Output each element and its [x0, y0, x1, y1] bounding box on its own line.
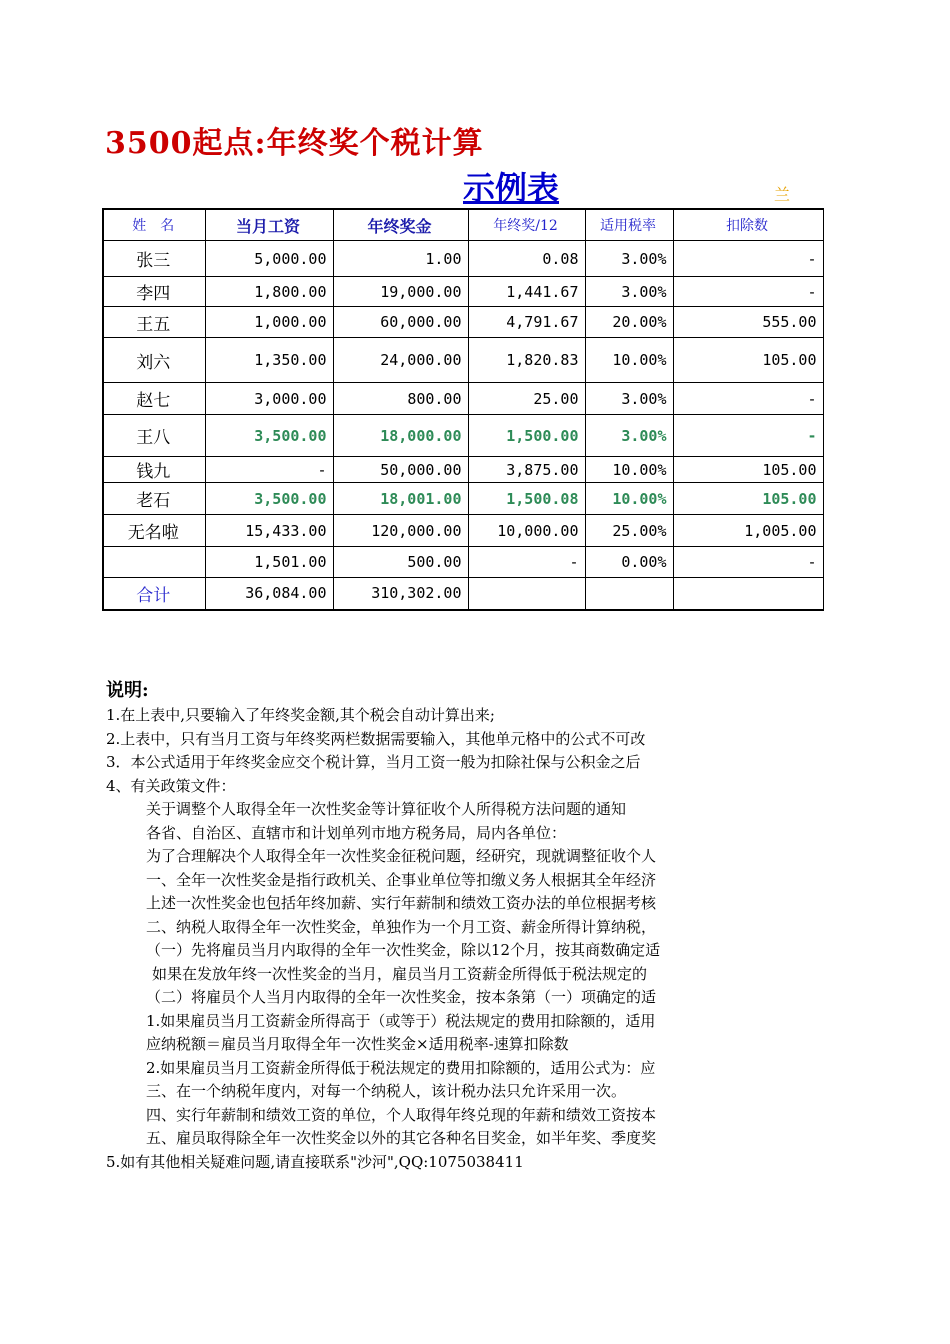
cell-bonus[interactable]: 18,000.00	[333, 415, 468, 457]
cell-total-monthly[interactable]	[468, 578, 585, 610]
cell-bonus[interactable]: 500.00	[333, 547, 468, 578]
cell-deduction[interactable]: -	[673, 277, 823, 307]
header-monthly: 年终奖/12	[468, 209, 585, 241]
policy-line: 二、纳税人取得全年一次性奖金，单独作为一个月工资、薪金所得计算纳税，	[146, 917, 657, 936]
cell-name[interactable]: 赵七	[103, 383, 205, 415]
table-row	[103, 383, 823, 415]
cell-rate[interactable]: 20.00%	[585, 307, 673, 338]
cell-rate[interactable]: 25.00%	[585, 515, 673, 547]
cell-name[interactable]: 老石	[103, 483, 205, 515]
policy-line: 各省、自治区、直辖市和计划单列市地方税务局，局内各单位：	[146, 823, 567, 842]
tax-table-container	[102, 208, 817, 611]
cell-name[interactable]: 张三	[103, 241, 205, 277]
cell-deduction[interactable]: -	[673, 547, 823, 578]
cell-deduction[interactable]: 105.00	[673, 457, 823, 483]
policy-line: 一、全年一次性奖金是指行政机关、企事业单位等扣缴义务人根据其全年经济	[146, 870, 657, 889]
table-row	[103, 547, 823, 578]
policy-line: 为了合理解决个人取得全年一次性奖金征税问题，经研究，现就调整征收个人	[146, 847, 657, 865]
cell-deduction[interactable]: -	[673, 415, 823, 457]
cell-monthly[interactable]: 0.08	[468, 241, 585, 277]
cell-total-rate[interactable]	[585, 578, 673, 610]
header-deduction: 扣除数	[673, 209, 823, 241]
table-row	[103, 307, 823, 338]
cell-name[interactable]: 钱九	[103, 457, 205, 483]
table-row	[103, 241, 823, 277]
cell-salary[interactable]: 5,000.00	[205, 241, 333, 277]
cell-deduction[interactable]: 555.00	[673, 307, 823, 338]
policy-line: 五、雇员取得除全年一次性奖金以外的其它各种名目奖金，如半年奖、季度奖	[146, 1129, 657, 1147]
notes-heading: 说明:	[106, 680, 149, 701]
tax-table	[102, 208, 824, 611]
table-total-row	[103, 578, 823, 610]
cell-total-label[interactable]: 合计	[103, 578, 205, 610]
policy-line: 关于调整个人取得全年一次性奖金等计算征收个人所得税方法问题的通知	[146, 800, 627, 818]
cell-salary[interactable]: 3,500.00	[205, 415, 333, 457]
cell-name[interactable]: 无名啦	[103, 515, 205, 547]
cell-monthly[interactable]: 10,000.00	[468, 515, 585, 547]
cell-monthly[interactable]: 1,441.67	[468, 277, 585, 307]
cell-deduction[interactable]: -	[673, 241, 823, 277]
policy-line: 1.如果雇员当月工资薪金所得高于（或等于）税法规定的费用扣除额的，适用	[146, 1011, 656, 1030]
cell-bonus[interactable]: 800.00	[333, 383, 468, 415]
cell-monthly[interactable]: 1,820.83	[468, 338, 585, 383]
cell-name[interactable]: 王五	[103, 307, 205, 338]
cell-deduction[interactable]: 105.00	[673, 338, 823, 383]
cell-rate[interactable]: 0.00%	[585, 547, 673, 578]
cell-rate[interactable]: 3.00%	[585, 277, 673, 307]
note-line: 1.在上表中,只要输入了年终奖金额,其个税会自动计算出来;	[106, 706, 495, 724]
policy-line: （二）将雇员个人当月内取得的全年一次性奖金，按本条第（一）项确定的适	[146, 988, 657, 1006]
clipped-title-fragment: 兰	[774, 185, 791, 204]
header-salary: 当月工资	[205, 209, 333, 241]
table-row	[103, 457, 823, 483]
cell-salary[interactable]: 1,501.00	[205, 547, 333, 578]
cell-name[interactable]: 刘六	[103, 338, 205, 383]
header-name: 姓 名	[103, 209, 205, 241]
cell-salary[interactable]: 1,000.00	[205, 307, 333, 338]
cell-salary[interactable]: 3,000.00	[205, 383, 333, 415]
cell-bonus[interactable]: 50,000.00	[333, 457, 468, 483]
cell-rate[interactable]: 10.00%	[585, 457, 673, 483]
cell-total-salary[interactable]: 36,084.00	[205, 578, 333, 610]
cell-salary[interactable]: 3,500.00	[205, 483, 333, 515]
policy-line: 四、实行年薪制和绩效工资的单位，个人取得年终兑现的年薪和绩效工资按本	[146, 1105, 657, 1124]
table-row	[103, 338, 823, 383]
policy-line: 应纳税额＝雇员当月取得全年一次性奖金×适用税率-速算扣除数	[146, 1035, 569, 1053]
note-line: 2.上表中，只有当月工资与年终奖两栏数据需要输入，其他单元格中的公式不可改	[106, 729, 646, 748]
cell-monthly[interactable]: 1,500.00	[468, 415, 585, 457]
cell-bonus[interactable]: 18,001.00	[333, 483, 468, 515]
cell-rate[interactable]: 10.00%	[585, 338, 673, 383]
cell-salary[interactable]: 1,800.00	[205, 277, 333, 307]
policy-line: 三、在一个纳税年度内，对每一个纳税人，该计税办法只允许采用一次。	[146, 1082, 627, 1100]
policy-line: （一）先将雇员当月内取得的全年一次性奖金，除以12个月，按其商数确定适	[146, 941, 661, 959]
table-row	[103, 515, 823, 547]
cell-rate[interactable]: 10.00%	[585, 483, 673, 515]
cell-bonus[interactable]: 24,000.00	[333, 338, 468, 383]
note-line: 3．本公式适用于年终奖金应交个税计算，当月工资一般为扣除社保与公积金之后	[106, 753, 641, 771]
cell-monthly[interactable]: 3,875.00	[468, 457, 585, 483]
cell-bonus[interactable]: 19,000.00	[333, 277, 468, 307]
cell-deduction[interactable]: -	[673, 383, 823, 415]
table-row	[103, 415, 823, 457]
cell-salary[interactable]: 1,350.00	[205, 338, 333, 383]
cell-deduction[interactable]: 105.00	[673, 483, 823, 515]
cell-rate[interactable]: 3.00%	[585, 241, 673, 277]
cell-bonus[interactable]: 120,000.00	[333, 515, 468, 547]
note-line: 5.如有其他相关疑难问题,请直接联系"沙河",QQ:1075038411	[106, 1152, 524, 1171]
cell-monthly[interactable]: 1,500.08	[468, 483, 585, 515]
cell-bonus[interactable]: 1.00	[333, 241, 468, 277]
header-bonus: 年终奖金	[333, 209, 468, 241]
notes-section	[106, 678, 781, 1174]
table-row	[103, 277, 823, 307]
table-row	[103, 483, 823, 515]
cell-rate[interactable]: 3.00%	[585, 383, 673, 415]
cell-monthly[interactable]: -	[468, 547, 585, 578]
cell-salary[interactable]: 15,433.00	[205, 515, 333, 547]
cell-monthly[interactable]: 25.00	[468, 383, 585, 415]
cell-total-bonus[interactable]: 310,302.00	[333, 578, 468, 610]
cell-name[interactable]: 李四	[103, 277, 205, 307]
page-title: 3500起点:年终奖个税计算	[105, 126, 484, 161]
policy-line: 上述一次性奖金也包括年终加薪、实行年薪制和绩效工资办法的单位根据考核	[146, 894, 657, 912]
table-subtitle: 示例表	[463, 169, 560, 207]
cell-total-deduction[interactable]	[673, 578, 823, 610]
cell-salary[interactable]: -	[205, 457, 333, 483]
cell-name[interactable]: 王八	[103, 415, 205, 457]
cell-bonus[interactable]: 60,000.00	[333, 307, 468, 338]
header-rate: 适用税率	[585, 209, 673, 241]
cell-name[interactable]	[103, 547, 205, 578]
cell-rate[interactable]: 3.00%	[585, 415, 673, 457]
note-line: 4、有关政策文件：	[106, 776, 236, 795]
table-header-row	[103, 209, 823, 241]
policy-line: 2.如果雇员当月工资薪金所得低于税法规定的费用扣除额的，适用公式为：应	[146, 1058, 656, 1077]
policy-line: 如果在发放年终一次性奖金的当月，雇员当月工资薪金所得低于税法规定的	[152, 964, 648, 983]
cell-monthly[interactable]: 4,791.67	[468, 307, 585, 338]
cell-deduction[interactable]: 1,005.00	[673, 515, 823, 547]
